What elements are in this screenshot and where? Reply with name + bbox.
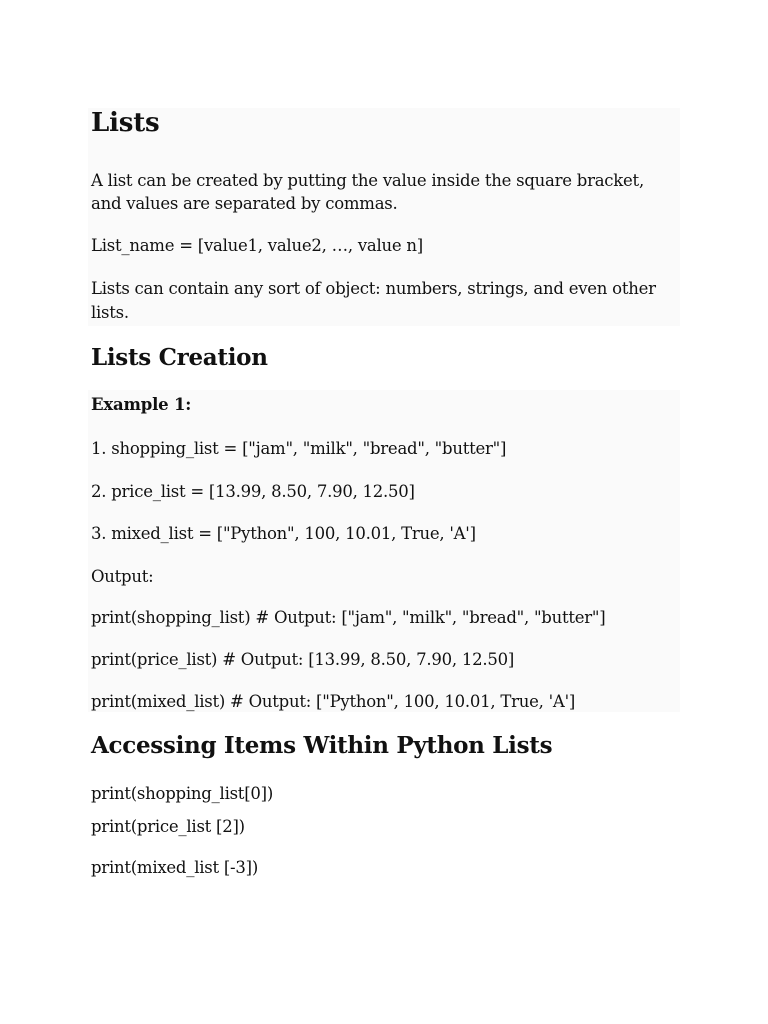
- access-line-2: print(price_list [2]): [91, 817, 245, 836]
- access-line-3: print(mixed_list [-3]): [91, 858, 259, 877]
- code-line-1: 1. shopping_list = ["jam", "milk", "bread", "butter"]: [91, 439, 507, 458]
- lists-intro-line-2: and values are separated by commas.: [91, 194, 398, 213]
- lists-intro-line-1: A list can be created by putting the value inside the square bracket,: [91, 171, 644, 190]
- output-line-3: print(mixed_list) # Output: ["Python", 100, 10.01, True, 'A']: [91, 692, 576, 711]
- example-label: Example 1:: [91, 395, 192, 414]
- code-line-2: 2. price_list = [13.99, 8.50, 7.90, 12.50]: [91, 482, 415, 501]
- output-line-2: print(price_list) # Output: [13.99, 8.50, 7.90, 12.50]: [91, 650, 515, 669]
- lists-contents-line-2: lists.: [91, 303, 129, 322]
- output-line-1: print(shopping_list) # Output: ["jam", "milk", "bread", "butter"]: [91, 608, 606, 627]
- access-line-1: print(shopping_list[0]): [91, 784, 274, 803]
- output-label: Output:: [91, 567, 154, 586]
- lists-syntax: List_name = [value1, value2, …, value n]: [91, 236, 423, 255]
- lists-heading: Lists: [91, 108, 160, 138]
- code-line-3: 3. mixed_list = ["Python", 100, 10.01, True, 'A']: [91, 524, 476, 543]
- lists-contents-line-1: Lists can contain any sort of object: numbers, strings, and even other: [91, 279, 656, 298]
- accessing-heading: Accessing Items Within Python Lists: [91, 732, 553, 759]
- creation-heading: Lists Creation: [91, 344, 268, 371]
